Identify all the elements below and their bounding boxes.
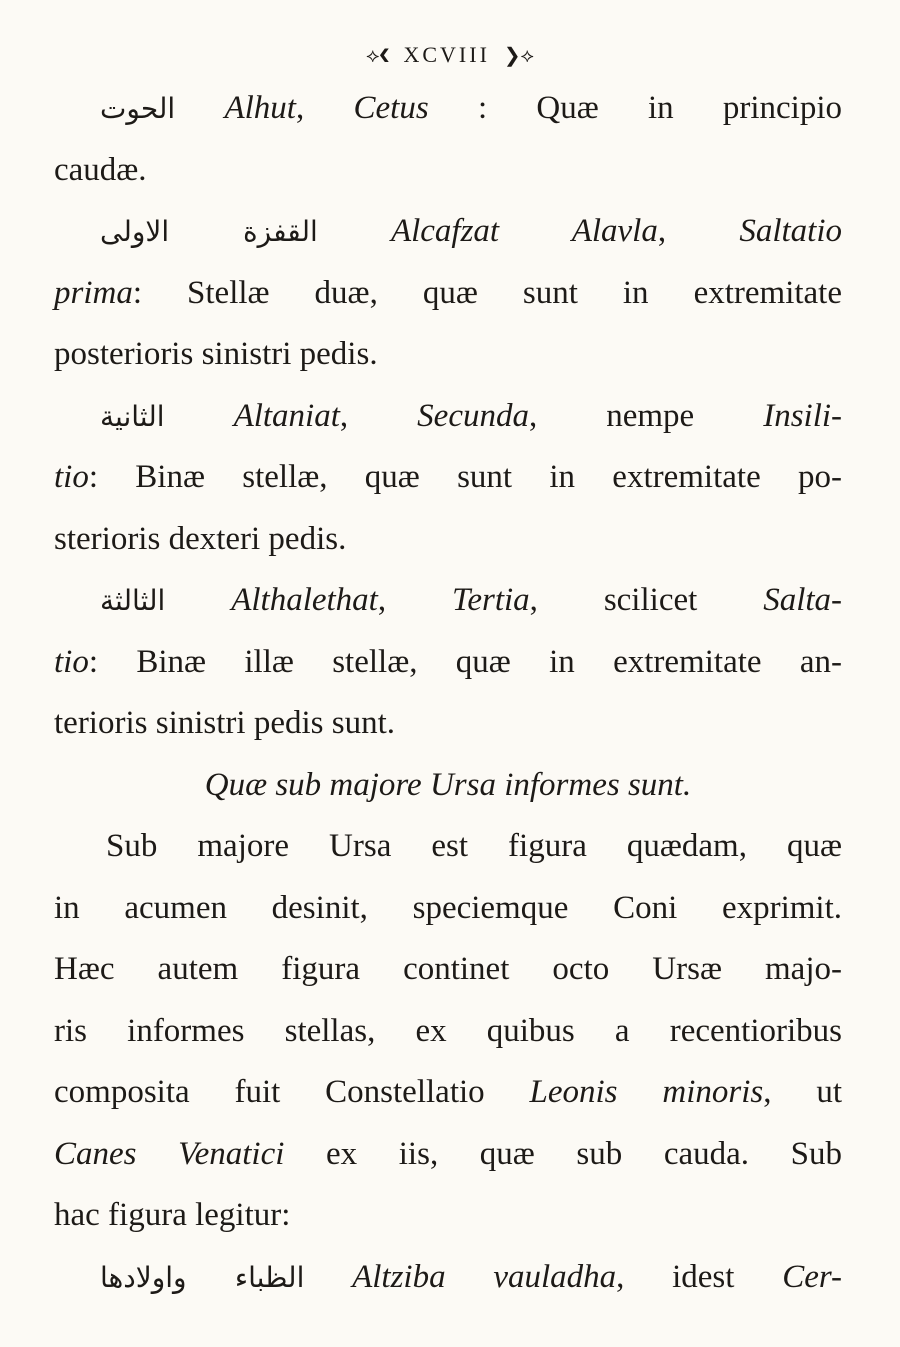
entry-alhut-line-1: الحوت Alhut, Cetus : Quæ in principio xyxy=(100,90,843,126)
entry-altaniat-line-3: sterioris dexteri pedis. xyxy=(54,520,347,557)
arabic-term: الثانية xyxy=(100,399,165,433)
term-transliteration: Altziba vauladha xyxy=(352,1258,617,1295)
term-latin: Saltatio xyxy=(739,213,842,249)
folio-number: XCVIII xyxy=(403,42,490,67)
term-latin: Cer- xyxy=(782,1258,843,1295)
entry-althalethat-line-1: الثالثة Althalethat, Tertia, scilicet Salta- xyxy=(100,582,843,618)
entry-althalethat-line-3: terioris sinistri pedis sunt. xyxy=(54,705,395,741)
entry-altziba-line-1: الظباء واولادها Altziba vauladha, idest Cer- xyxy=(100,1258,843,1295)
constellation-name: Canes Venatici xyxy=(54,1135,285,1172)
ornament-left-icon: ⟡❮ xyxy=(366,45,390,67)
body-text xyxy=(54,78,842,1308)
paragraph-line-7: hac figura legitur: xyxy=(54,1197,291,1233)
entry-alcafzat-line-1: القفزة الاولى Alcafzat Alavla, Saltatio xyxy=(100,213,842,249)
entry-altaniat-line-2: tio: Binæ stellæ, quæ sunt in extremitate po- xyxy=(54,459,842,495)
arabic-term: الحوت xyxy=(100,92,176,125)
term-latin: Secunda xyxy=(417,397,529,434)
entry-alcafzat-line-2: prima: Stellæ duæ, quæ sunt in extremitate xyxy=(54,274,842,311)
entry-althalethat-line-2: tio: Binæ illæ stellæ, quæ in extremitate an- xyxy=(54,643,842,680)
page-header xyxy=(0,42,900,68)
arabic-term: القفزة الاولى xyxy=(100,215,318,248)
entry-altaniat-line-1: الثانية Altaniat, Secunda, nempe Insili- xyxy=(100,397,843,434)
paragraph-line-5: composita fuit Constellatio Leonis minoris, ut xyxy=(54,1074,842,1110)
paragraph-line-3: Hæc autem figura continet octo Ursæ majo- xyxy=(54,951,842,987)
term-latin: Tertia xyxy=(452,582,530,618)
entry-alcafzat-line-3: posterioris sinistri pedis. xyxy=(54,336,378,372)
paragraph-line-1: Sub majore Ursa est figura quædam, quæ xyxy=(106,828,842,864)
term-transliteration: Alcafzat Alavla xyxy=(390,213,658,249)
constellation-name: Leonis minoris xyxy=(529,1074,764,1110)
ornament-right-icon: ❯⟡ xyxy=(503,45,534,67)
section-heading: Quæ sub majore Ursa informes sunt. xyxy=(204,766,692,803)
arabic-term: الظباء واولادها xyxy=(100,1260,305,1294)
entry-alhut-line-2: caudæ. xyxy=(54,151,147,188)
term-transliteration: Althalethat xyxy=(231,582,378,618)
term-transliteration: Alhut xyxy=(224,90,296,126)
term-latin: Cetus xyxy=(353,90,429,126)
paragraph-line-2: in acumen desinit, speciemque Coni exprimit. xyxy=(54,889,842,926)
entry-text: : Quæ in principio xyxy=(477,90,843,126)
paragraph-line-6: Canes Venatici ex iis, quæ sub cauda. Sub xyxy=(54,1135,842,1172)
term-transliteration: Altaniat xyxy=(233,397,340,434)
arabic-term: الثالثة xyxy=(100,584,166,617)
paragraph-line-4: ris informes stellas, ex quibus a recentioribus xyxy=(54,1012,842,1049)
